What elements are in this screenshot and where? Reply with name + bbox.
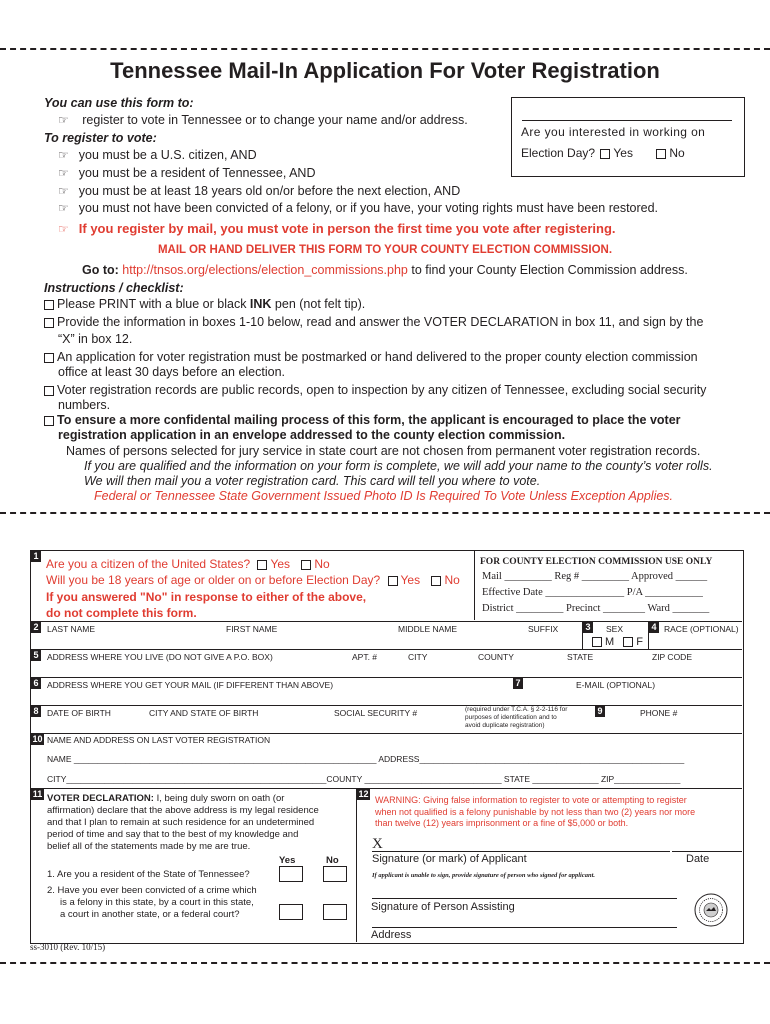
county-use-row: Effective Date _______________ P/A ___________ <box>482 587 703 598</box>
box-number: 3 <box>583 622 593 633</box>
warning-answered-no: If you answered "No" in response to either of the above, <box>46 590 367 604</box>
election-commissions-link[interactable]: http://tnsos.org/elections/election_commissions.php <box>122 263 408 277</box>
address-live-label: ADDRESS WHERE YOU LIVE (DO NOT GIVE A P.O. BOX) <box>47 652 273 662</box>
election-day-answer: Election Day? Yes No <box>521 146 685 160</box>
address-label: Address <box>371 929 412 941</box>
box-number: 12 <box>358 789 369 799</box>
unable-to-sign-note: If applicant is unable to sign, provide signature of person who signed for applicant. <box>372 872 596 879</box>
to-register-heading: To register to vote: <box>44 131 157 145</box>
date-line[interactable] <box>672 851 742 852</box>
row-divider <box>30 649 742 650</box>
last-registration-label: NAME AND ADDRESS ON LAST VOTER REGISTRATION <box>47 735 271 745</box>
box-number: 9 <box>595 706 605 717</box>
box-number: 8 <box>31 706 41 717</box>
citizen-question: Are you a citizen of the United States? Yes No <box>46 557 330 571</box>
requirement-item: ☞ you must be at least 18 years old on/or before the next election, AND <box>58 183 461 198</box>
voter-declaration: VOTER DECLARATION: I, being duly sworn on oath (or affirmation) declare that the above address is my legal residence and that I plan to remain at such residence for an undetermined period of time and say that to the best of my knowledge and belief all of the statements made by me are true. <box>47 793 319 852</box>
question-felony: 2. Have you ever been convicted of a crime which is a felony in this state, by a court in this state, a court in another state, or a federal court? <box>47 885 257 920</box>
qualified-note-cont: We will then mail you a voter registration card. This card will tell you where to vote. <box>84 474 541 488</box>
false-info-warning: WARNING: Giving false information to register to vote or attempting to register when not qualified is a felony punishable by not less than two (2) years nor more than twelve (12) years imprisonment or a fine of $5,000 or both. <box>375 795 696 828</box>
box-number: 11 <box>32 789 43 799</box>
pointing-hand-icon: ☞ <box>58 222 69 236</box>
checklist-item: Voter registration records are public records, open to inspection by any citizen of Tennessee, excluding social security <box>44 382 706 399</box>
election-day-yes-checkbox[interactable] <box>600 149 610 159</box>
address-line[interactable] <box>372 927 677 928</box>
yes-column-header: Yes <box>279 855 296 866</box>
resident-no-box[interactable] <box>323 866 347 882</box>
pointing-hand-icon: ☞ <box>58 165 69 180</box>
mail-notice: ☞ If you register by mail, you must vote in person the first time you vote after registering. <box>58 221 616 236</box>
box-number: 6 <box>31 678 41 689</box>
checklist-item: Provide the information in boxes 1-10 below, read and answer the VOTER DECLARATION in box 11, and sign by the <box>44 314 703 331</box>
row-divider <box>30 621 742 622</box>
checklist-heading: Instructions / checklist: <box>44 281 184 295</box>
birth-place-label: CITY AND STATE OF BIRTH <box>149 708 259 718</box>
ssn-label: SOCIAL SECURITY # <box>334 708 418 718</box>
requirement-item: ☞ you must be a resident of Tennessee, AND <box>58 165 316 180</box>
suffix-label: SUFFIX <box>528 624 559 634</box>
election-day-rule <box>522 120 732 121</box>
last-reg-city-line[interactable]: CITY_______________________________________________________COUNTY _____________________________ STATE ______________ ZIP______________ <box>47 774 681 784</box>
question-resident: 1. Are you a resident of the State of Tennessee? <box>47 869 250 880</box>
election-day-box <box>511 97 745 177</box>
phone-label: PHONE # <box>640 708 678 718</box>
col-divider <box>356 788 357 942</box>
sex-options: M F <box>592 636 643 648</box>
requirement-item: ☞ you must not have been convicted of a felony, or if you have, your voting rights must have been restored. <box>58 201 659 216</box>
resident-yes-box[interactable] <box>279 866 303 882</box>
deliver-notice: MAIL OR HAND DELIVER THIS FORM TO YOUR COUNTY ELECTION COMMISSION. <box>157 244 613 256</box>
can-use-heading: You can use this form to: <box>44 96 194 110</box>
cut-line-middle <box>0 512 770 514</box>
jury-note: Names of persons selected for jury service in state court are not chosen from permanent voter registration records. <box>66 444 701 458</box>
felony-no-box[interactable] <box>323 904 347 920</box>
row-divider <box>30 677 742 678</box>
checkbox-icon <box>44 416 54 426</box>
felony-yes-box[interactable] <box>279 904 303 920</box>
checkbox-icon <box>44 353 54 363</box>
box-number: 2 <box>31 622 41 633</box>
checkbox-icon <box>44 300 54 310</box>
county-use-row: Mail _________ Reg # _________ Approved ______ <box>482 571 708 582</box>
last-name-label: LAST NAME <box>47 624 96 634</box>
race-label: RACE (OPTIONAL) <box>664 624 739 634</box>
county-use-heading: FOR COUNTY ELECTION COMMISSION USE ONLY <box>480 557 713 567</box>
goto-line: Go to: http://tnsos.org/elections/election_commissions.php to find your County Election Commission address. <box>82 263 688 277</box>
citizen-no-checkbox[interactable] <box>301 560 311 570</box>
age-question: Will you be 18 years of age or older on or before Election Day? Yes No <box>46 573 460 587</box>
cut-line-top <box>0 48 770 50</box>
can-use-item: ☞ register to vote in Tennessee or to change your name and/or address. <box>58 113 468 127</box>
checklist-item: To ensure a more confidental mailing process of this form, the applicant is encouraged to place the voter <box>44 412 681 429</box>
checklist-item-cont: “X” in box 12. <box>58 332 133 346</box>
age-no-checkbox[interactable] <box>431 576 441 586</box>
box-number: 5 <box>31 650 41 661</box>
checkbox-icon <box>44 318 54 328</box>
first-name-label: FIRST NAME <box>226 624 278 634</box>
election-day-question: Are you interested in working on <box>521 125 706 139</box>
photo-id-notice: Federal or Tennessee State Government Issued Photo ID Is Required To Vote Unless Exception Applies. <box>94 489 674 503</box>
age-yes-checkbox[interactable] <box>388 576 398 586</box>
sex-label: SEX <box>606 624 624 634</box>
row-divider <box>30 705 742 706</box>
cut-line-bottom <box>0 962 770 964</box>
dob-label: DATE OF BIRTH <box>47 708 111 718</box>
checklist-item: Please PRINT with a blue or black INK pen (not felt tip). <box>44 296 365 313</box>
assisting-signature-line[interactable] <box>372 898 677 899</box>
form-id: ss-3010 (Rev. 10/15) <box>30 942 106 952</box>
state-label: STATE <box>567 652 594 662</box>
date-label: Date <box>686 853 710 865</box>
box-number: 7 <box>513 678 523 689</box>
city-label: CITY <box>408 652 428 662</box>
pointing-hand-icon: ☞ <box>58 201 69 216</box>
pointing-hand-icon: ☞ <box>58 148 69 162</box>
box-number: 1 <box>31 551 41 562</box>
page-title: Tennessee Mail-In Application For Voter Registration <box>110 58 660 83</box>
pointing-hand-icon: ☞ <box>58 183 69 198</box>
citizen-yes-checkbox[interactable] <box>257 560 267 570</box>
address-mail-label: ADDRESS WHERE YOU GET YOUR MAIL (IF DIFFERENT THAN ABOVE) <box>47 680 334 690</box>
pointing-hand-icon: ☞ <box>58 113 69 127</box>
tennessee-seal-icon <box>694 893 728 932</box>
signature-x-mark: X <box>372 836 383 852</box>
checklist-item-cont: registration application in an envelope addressed to the county election commission. <box>58 428 566 442</box>
election-day-no-checkbox[interactable] <box>656 149 666 159</box>
row-divider <box>30 733 742 734</box>
county-label: COUNTY <box>478 652 514 662</box>
sex-m-checkbox[interactable] <box>592 637 602 647</box>
checklist-item-cont: numbers. <box>58 398 111 412</box>
ssn-note: (required under T.C.A. § 2-2-116 for purposes of identification and to avoid duplicate registration) <box>465 706 568 729</box>
no-column-header: No <box>326 855 339 866</box>
assisting-signature-label: Signature of Person Assisting <box>371 901 515 913</box>
warning-do-not-complete: do not complete this form. <box>46 606 197 620</box>
checklist-item: An application for voter registration must be postmarked or hand delivered to the proper county election commission <box>44 349 698 366</box>
box-number: 10 <box>32 734 43 744</box>
zip-label: ZIP CODE <box>652 652 692 662</box>
row-divider <box>30 788 742 789</box>
county-use-row: District _________ Precinct ________ Ward _______ <box>482 603 710 614</box>
sex-f-checkbox[interactable] <box>623 637 633 647</box>
middle-name-label: MIDDLE NAME <box>398 624 458 634</box>
qualified-note: If you are qualified and the information on your form is complete, we will add your name to the county’s voter rolls. <box>84 459 713 473</box>
email-label: E-MAIL (OPTIONAL) <box>576 680 656 690</box>
requirement-item: ☞ you must be a U.S. citizen, AND <box>58 148 257 162</box>
signature-line[interactable] <box>372 851 670 852</box>
checklist-item-cont: office at least 30 days before an election. <box>58 365 286 379</box>
last-reg-name-line[interactable]: NAME ________________________________________________________________ ADDRESS________________________________________________________ <box>47 754 685 764</box>
box-number: 4 <box>649 622 659 633</box>
applicant-signature-label: Signature (or mark) of Applicant <box>372 853 527 865</box>
apt-label: APT. # <box>352 652 378 662</box>
checkbox-icon <box>44 386 54 396</box>
